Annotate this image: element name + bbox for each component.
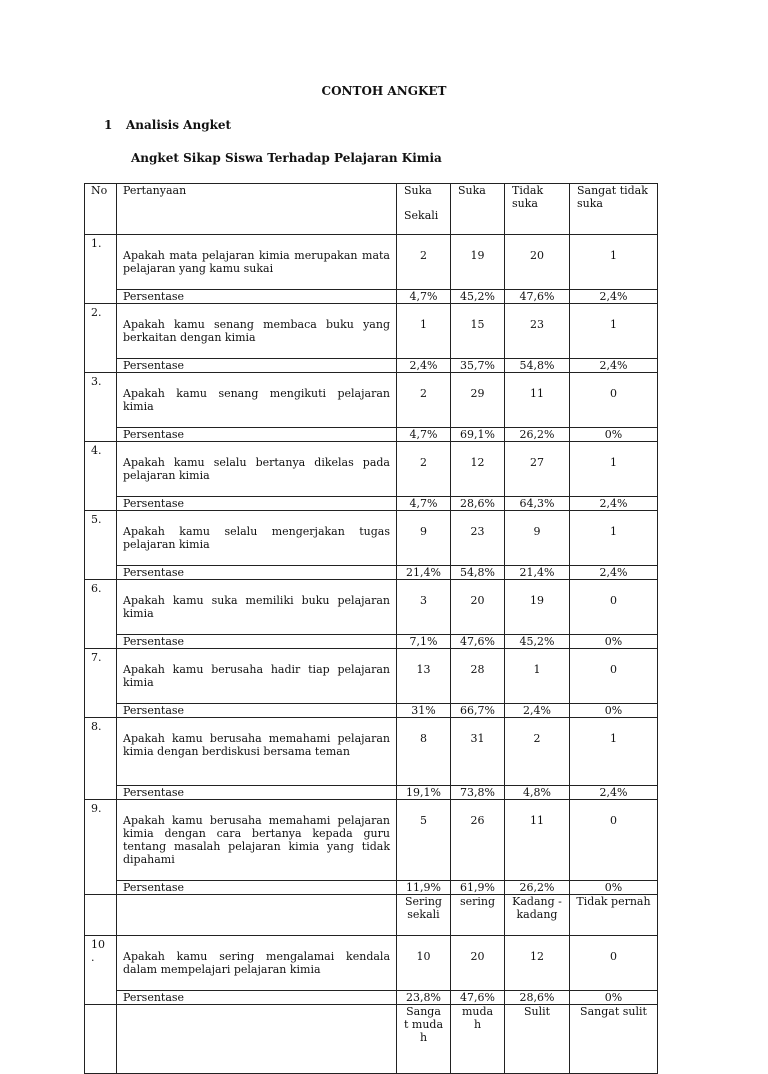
percent-cell: 28,6% (505, 991, 570, 1005)
percent-cell: 66,7% (451, 704, 505, 718)
percent-row (85, 991, 658, 1005)
percent-row (85, 497, 658, 511)
count-cell: 5 (397, 800, 451, 881)
section-heading (104, 118, 231, 132)
percent-row (85, 428, 658, 442)
percent-cell: 47,6% (505, 290, 570, 304)
percent-cell: 61,9% (451, 881, 505, 895)
percent-cell: 54,8% (451, 566, 505, 580)
percent-cell: 0% (570, 704, 658, 718)
header-sangat-sulit: Sangat sulit (570, 1005, 658, 1074)
count-cell: 9 (505, 511, 570, 566)
count-cell: 2 (397, 442, 451, 497)
percent-cell: 2,4% (570, 566, 658, 580)
percent-cell: 19,1% (397, 786, 451, 800)
empty-cell (85, 895, 117, 936)
count-cell: 2 (505, 718, 570, 786)
count-cell: 8 (397, 718, 451, 786)
header-pertanyaan: Pertanyaan (117, 184, 397, 235)
percent-cell: 45,2% (451, 290, 505, 304)
count-cell: 11 (505, 800, 570, 881)
percent-cell: 4,7% (397, 290, 451, 304)
question-number: 5. (85, 511, 117, 580)
header-sering: sering (451, 895, 505, 936)
question-text: Apakah kamu suka memiliki buku pelajaran kimia (117, 580, 397, 635)
table-header-row (85, 184, 658, 235)
percent-cell: 4,7% (397, 428, 451, 442)
count-cell: 19 (451, 235, 505, 290)
percent-cell: 69,1% (451, 428, 505, 442)
count-cell: 23 (451, 511, 505, 566)
header-sering-sekali: Sering sekali (397, 895, 451, 936)
header-tidak-pernah: Tidak pernah (570, 895, 658, 936)
percent-cell: 35,7% (451, 359, 505, 373)
question-row (85, 235, 658, 290)
question-row (85, 373, 658, 428)
question-text: Apakah kamu senang membaca buku yang berkaitan dengan kimia (117, 304, 397, 359)
count-cell: 1 (570, 442, 658, 497)
count-cell: 2 (397, 373, 451, 428)
percent-label: Persentase (117, 359, 397, 373)
percent-row (85, 786, 658, 800)
question-text: Apakah kamu berusaha memahami pelajaran kimia dengan berdiskusi bersama teman (117, 718, 397, 786)
question-text: Apakah mata pelajaran kimia merupakan mata pelajaran yang kamu sukai (117, 235, 397, 290)
section-number: 1 (104, 118, 113, 132)
frequency-header-row (85, 895, 658, 936)
count-cell: 10 (397, 936, 451, 991)
header-no: No (85, 184, 117, 235)
empty-cell (117, 895, 397, 936)
question-text: Apakah kamu berusaha hadir tiap pelajaran kimia (117, 649, 397, 704)
question-number: 10 . (85, 936, 117, 1005)
percent-cell: 28,6% (451, 497, 505, 511)
percent-cell: 73,8% (451, 786, 505, 800)
question-text: Apakah kamu selalu bertanya dikelas pada pelajaran kimia (117, 442, 397, 497)
percent-row (85, 635, 658, 649)
question-row (85, 936, 658, 991)
percent-row (85, 359, 658, 373)
count-cell: 1 (505, 649, 570, 704)
count-cell: 20 (505, 235, 570, 290)
question-text: Apakah kamu senang mengikuti pelajaran kimia (117, 373, 397, 428)
question-row (85, 649, 658, 704)
percent-cell: 26,2% (505, 881, 570, 895)
question-row (85, 580, 658, 635)
question-number: 2. (85, 304, 117, 373)
question-text: Apakah kamu berusaha memahami pelajaran kimia dengan cara bertanya kepada guru tentang masalah pelajaran kimia yang tidak dipahami (117, 800, 397, 881)
percent-cell: 26,2% (505, 428, 570, 442)
count-cell: 0 (570, 800, 658, 881)
percent-cell: 0% (570, 428, 658, 442)
survey-table (84, 183, 658, 1074)
section-label: Analisis Angket (126, 118, 232, 132)
percent-label: Persentase (117, 428, 397, 442)
percent-row (85, 704, 658, 718)
question-row (85, 442, 658, 497)
percent-label: Persentase (117, 566, 397, 580)
percent-label: Persentase (117, 704, 397, 718)
count-cell: 3 (397, 580, 451, 635)
header-tidak-suka: Tidak suka (505, 184, 570, 235)
count-cell: 19 (505, 580, 570, 635)
question-number: 7. (85, 649, 117, 718)
percent-label: Persentase (117, 290, 397, 304)
percent-cell: 64,3% (505, 497, 570, 511)
question-row (85, 304, 658, 359)
header-suka: Suka (451, 184, 505, 235)
count-cell: 15 (451, 304, 505, 359)
count-cell: 11 (505, 373, 570, 428)
count-cell: 0 (570, 580, 658, 635)
question-row (85, 800, 658, 881)
count-cell: 27 (505, 442, 570, 497)
count-cell: 0 (570, 649, 658, 704)
count-cell: 1 (397, 304, 451, 359)
percent-cell: 31% (397, 704, 451, 718)
header-sangat-mudah: Sanga t muda h (397, 1005, 451, 1074)
question-number: 9. (85, 800, 117, 895)
count-cell: 26 (451, 800, 505, 881)
survey-subtitle: Angket Sikap Siswa Terhadap Pelajaran Kimia (131, 151, 442, 165)
count-cell: 28 (451, 649, 505, 704)
percent-cell: 2,4% (570, 497, 658, 511)
percent-cell: 2,4% (505, 704, 570, 718)
percent-label: Persentase (117, 497, 397, 511)
count-cell: 0 (570, 373, 658, 428)
ease-header-row (85, 1005, 658, 1074)
count-cell: 31 (451, 718, 505, 786)
percent-cell: 7,1% (397, 635, 451, 649)
question-row (85, 718, 658, 786)
question-number: 6. (85, 580, 117, 649)
header-sangat-tidak-suka: Sangat tidak suka (570, 184, 658, 235)
percent-label: Persentase (117, 991, 397, 1005)
percent-label: Persentase (117, 881, 397, 895)
percent-cell: 45,2% (505, 635, 570, 649)
header-kadang-kadang: Kadang -kadang (505, 895, 570, 936)
count-cell: 1 (570, 511, 658, 566)
count-cell: 12 (451, 442, 505, 497)
percent-row (85, 290, 658, 304)
percent-cell: 0% (570, 635, 658, 649)
header-suka-sekali-line2: Sekali (404, 209, 439, 222)
percent-cell: 47,6% (451, 635, 505, 649)
percent-cell: 23,8% (397, 991, 451, 1005)
empty-cell (117, 1005, 397, 1074)
count-cell: 9 (397, 511, 451, 566)
percent-cell: 2,4% (570, 786, 658, 800)
count-cell: 20 (451, 936, 505, 991)
document-title: CONTOH ANGKET (321, 84, 447, 98)
percent-row (85, 566, 658, 580)
count-cell: 12 (505, 936, 570, 991)
percent-cell: 2,4% (397, 359, 451, 373)
question-number: 1. (85, 235, 117, 304)
question-number: 4. (85, 442, 117, 511)
header-suka-sekali-line1: Suka (404, 184, 432, 197)
percent-cell: 2,4% (570, 290, 658, 304)
percent-cell: 11,9% (397, 881, 451, 895)
percent-label: Persentase (117, 786, 397, 800)
percent-cell: 21,4% (505, 566, 570, 580)
count-cell: 20 (451, 580, 505, 635)
question-number: 8. (85, 718, 117, 800)
count-cell: 29 (451, 373, 505, 428)
count-cell: 2 (397, 235, 451, 290)
percent-cell: 0% (570, 881, 658, 895)
question-number: 3. (85, 373, 117, 442)
count-cell: 0 (570, 936, 658, 991)
count-cell: 1 (570, 235, 658, 290)
percent-cell: 4,8% (505, 786, 570, 800)
question-text: Apakah kamu sering mengalamai kendala dalam mempelajari pelajaran kimia (117, 936, 397, 991)
percent-cell: 54,8% (505, 359, 570, 373)
header-sulit: Sulit (505, 1005, 570, 1074)
percent-cell: 21,4% (397, 566, 451, 580)
percent-cell: 2,4% (570, 359, 658, 373)
percent-row (85, 881, 658, 895)
count-cell: 13 (397, 649, 451, 704)
question-row (85, 511, 658, 566)
percent-label: Persentase (117, 635, 397, 649)
count-cell: 1 (570, 718, 658, 786)
percent-cell: 4,7% (397, 497, 451, 511)
count-cell: 23 (505, 304, 570, 359)
header-mudah: muda h (451, 1005, 505, 1074)
empty-cell (85, 1005, 117, 1074)
question-text: Apakah kamu selalu mengerjakan tugas pelajaran kimia (117, 511, 397, 566)
percent-cell: 47,6% (451, 991, 505, 1005)
percent-cell: 0% (570, 991, 658, 1005)
header-suka-sekali (397, 184, 451, 235)
count-cell: 1 (570, 304, 658, 359)
